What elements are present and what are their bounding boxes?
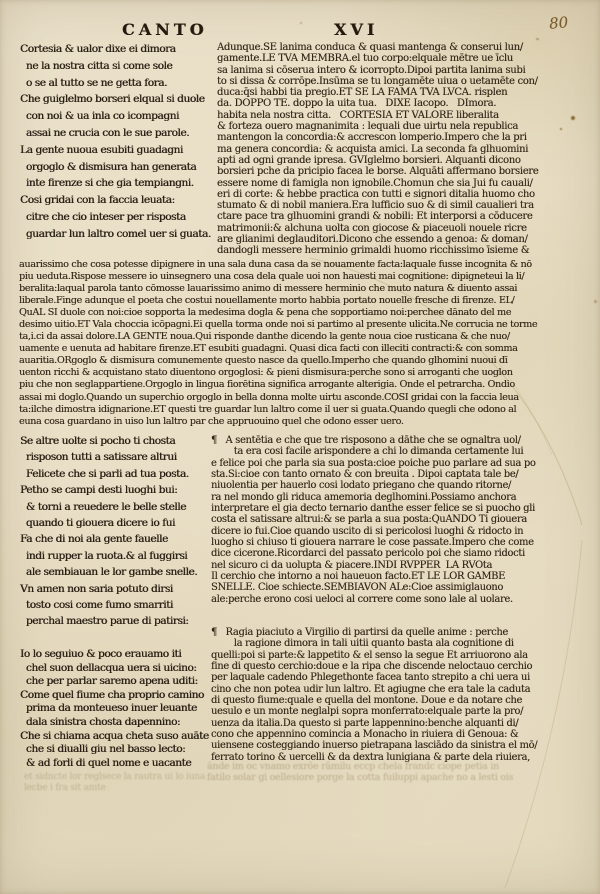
text-line: ale sembiauan le lor gambe snelle. xyxy=(20,566,198,579)
text-line: fatilo solar gi oellesiore porge la cotta fuiluppi apache no a lesti ois xyxy=(207,772,514,783)
text-line: Vn amen non saria potuto dirsi xyxy=(20,582,173,595)
text-line: ānde im oc vnamo exrōe rāmilu eccp chela frandc ciope petia in xyxy=(207,761,499,772)
verso-bleedthrough-right xyxy=(207,761,585,783)
text-line: niuolentia per hauerlo cosi lodato priegano che quando ritorne/ xyxy=(211,480,512,492)
text-line: matrimonii:& alchuna uolta con giocose & piaceuoli nouele ricre xyxy=(217,222,527,234)
text-line: La gente nuoua esubiti guadagni xyxy=(20,143,183,156)
text-line: quelli:poi si parte:& lappetito & el senso la segue Et arriuorono ala xyxy=(211,649,528,661)
text-line: Che guiglelmo borseri elqual si duole xyxy=(20,93,205,106)
text-line: uenton ricchi & acquistano stato diuentono orgoglosi: & pieni dismisura:perche sono si arroganti che uoglon xyxy=(19,367,513,379)
text-line: dala sinistra chosta dapennino: xyxy=(20,715,180,728)
foxing-speckle xyxy=(300,22,302,24)
verso-bleedthrough-left xyxy=(24,772,206,793)
text-line: stumato & di nobil maniera.Era lufficio suo & di simil caualieri tra xyxy=(217,200,534,212)
text-line: citre che cio inteser per risposta xyxy=(20,210,186,223)
text-line: dice cicerone.Ricordarci del passato pericolo poi che siamo ridocti xyxy=(211,548,525,560)
text-line: prima da monteueso inuer leuante xyxy=(20,702,197,715)
text-line: borsieri pche da pricipio facea le borse. Alquāti affermano borsiere xyxy=(217,166,539,178)
text-line: assai ne crucia con le sue parole. xyxy=(20,126,190,139)
text-line: assai mi doglo.Quando un superchio orgoglo in bella donna molte uirtu asconde.COSI gridai con la faccia leua xyxy=(19,391,519,403)
text-line: & torni a reuedere le belle stelle xyxy=(20,500,186,513)
verse-column-middle xyxy=(20,433,197,630)
text-line: risposon tutti a satissare altrui xyxy=(20,451,177,464)
text-line: interpretare el gia decto ternario danthe esser felice se si puocho gli xyxy=(211,503,535,515)
text-line: cono che appennino comincia a Monacho in riuiera di Genoua: & xyxy=(211,729,519,741)
text-line: dandogli messere herminio grimaldi huomo ricchissimo īsieme & xyxy=(217,245,530,257)
text-line: ferrato torino & uercelli & da dextra lunigiana & parte dela riuiera, xyxy=(211,751,530,763)
text-line: Fa che di noi ala gente fauelle xyxy=(20,533,168,546)
verse-column-upper xyxy=(20,41,211,243)
text-line: dicere io fui.Cioe quando uscito di si pericolosi luoghi & ridocto in xyxy=(211,525,524,537)
text-line: piu ueduta.Rispose messere io uinsegnero una cosa dela quale uoi non hauesti mai cognitione: dipigneteui la li/ xyxy=(19,271,525,283)
text-line: luogho si chiuso ti giouera narrare le cose passate.Impero che come xyxy=(211,537,534,549)
text-line: costa el satissare altrui:& se parla a sua posta:QuANDO Ti giouera xyxy=(211,514,527,526)
text-line: Se altre uolte si pocho ti chosta xyxy=(20,435,176,447)
text-line: QuAL SI duole con noi:cioe sopporta la medesima dogla & pena che sopportiamo noi:perchee dānato del me xyxy=(19,307,512,319)
text-line: essere nome di famigla non ignobile.Chomun che sia Jui fu cauali/ xyxy=(217,177,533,189)
text-line: e felice poi che parla sia sua posta:cioe poiche puo parlare ad sua po xyxy=(211,457,536,469)
verse-column-lower xyxy=(20,648,209,770)
text-line: ta era cosi facile arispondere a chi lo dimanda certamente lui xyxy=(211,446,524,458)
text-line: di questo fiume:quale e quella del montone. Doue e da notare che xyxy=(211,695,522,707)
text-line: per laquale cadendo Phlegethonte facea tanto strepito a chi uera ui xyxy=(211,672,530,684)
text-line: beralita:laqual parola tanto cōmosse lauarissimo animo di messere herminio che muto natura & diuento assai xyxy=(19,283,518,295)
text-line: liberale.Finge adunque el poeta che costui nouellamente morto habbia portato nouelle fresche di firenze. EL/ xyxy=(19,295,515,307)
text-line: guardar lun laltro comel uer si guata. xyxy=(20,227,211,240)
text-line: uesulo e un monte neglalpi sopra monferrato:elquale parte la pro/ xyxy=(211,706,524,718)
foxing-speckle xyxy=(536,38,539,40)
text-line: con noi & ua inla co icompagni xyxy=(20,110,179,123)
text-line: uiensene costeggiando inuerso pietrapana lasciādo da sinistra el mō/ xyxy=(211,740,538,752)
text-line: o se al tutto se ne getta fora. xyxy=(20,76,167,89)
text-line: & forteza ouero magnanimita : lequali due uirtu nela republica xyxy=(217,121,519,133)
running-header-number: XVI xyxy=(334,20,379,39)
text-line: et sidncte lor reglsece la rautra ui lo iuna xyxy=(24,772,206,782)
text-line: ne la nostra citta si come sole xyxy=(20,59,173,72)
text-line: fine di questo cerchio:doue e la ripa che discende neloctauo cerchio xyxy=(211,661,533,673)
text-line: piu che non seglappartiene.Orgoglo in lingua fiorētina significa arrogante alterigia. Onde el petrarcha. Ondio xyxy=(19,379,515,391)
text-line: ¶ Ragia piaciuto a Virgilio di partirsi da quelle anime : perche xyxy=(211,627,508,638)
text-line: gamente.LE TVA MEMBRA.el tuo corpo:elquale mētre ue īclu xyxy=(217,53,513,65)
text-line: auarissimo che cosa potesse dipignere in una sala duna casa da se nouamente facta:laquale fusse incognita & nō xyxy=(19,259,532,270)
text-line: ¶ A sentētia e che que tre risposono a dāthe che se ognaltra uol/ xyxy=(211,435,521,446)
text-line: orgoglo & dismisura han generata xyxy=(20,160,197,173)
text-line: ale:perche erono cosi ueloci al correre come sono lale al uolare. xyxy=(211,593,513,605)
text-line: SNELLE. Cioe schiecte.SEMBIAVON ALe:Cioe assimiglauono xyxy=(211,582,503,594)
text-line: ta:ilche dimostra idignarione.ET questi tre guardar lun laltro come il uer si guata.Quando quegli che odono al xyxy=(19,403,517,415)
text-line: ra nel mondo gli riduca amemoria deglhomini.Possiamo anchora xyxy=(211,491,517,503)
text-line: Petho se campi desti luoghi bui: xyxy=(20,484,178,497)
text-line: perchal maestro parue di patirsi: xyxy=(20,615,189,628)
text-line: euna cosa guardano in uiso lun laltro par che appruouino quel che odono esser uero. xyxy=(19,415,404,427)
text-line: ctare pace tra glhuomini grandi & nobili: Et interporsi a cōducere xyxy=(217,211,533,223)
text-line: uenza da italia.Da questo si parte lappennino:benche alquanti di/ xyxy=(211,717,519,729)
commentary-paragraph-2 xyxy=(211,627,587,763)
commentary-column-upper xyxy=(217,42,585,257)
text-line: Come quel fiume cha proprio camino xyxy=(20,688,204,701)
text-line: ma genera concordia: & acquista amici. La seconda fa glhuomini xyxy=(217,143,529,155)
text-line: inte firenze si che gia tempiangni. xyxy=(20,177,194,190)
text-line: tosto cosi come fumo smarriti xyxy=(20,599,173,612)
running-header-canto: CANTO xyxy=(122,20,208,39)
text-line: habita nela nostra citta. CORTESIA ET VALORE liberalita xyxy=(217,109,499,121)
folio-number-handwritten: 80 xyxy=(548,13,569,33)
text-line: duca:q̄si habbi tia pregio.ET SE LA FAMA TVA LVCA. risplen xyxy=(217,87,508,99)
text-line: chel suon dellacqua uera si uicino: xyxy=(20,661,197,674)
text-line: apti ad ogni grande ipresa. GVIglelmo borsieri. Alquanti dicono xyxy=(217,154,521,166)
text-line: Il cerchio che intorno a noi haueuon facto.ET LE LOR GAMBE xyxy=(211,571,505,583)
text-line: ta,i.ci da assai dolore.LA GENTE noua.Qui risponde danthe dicendo la gente noua cioe rusticana & che nuo/ xyxy=(19,331,510,343)
foxing-speckle xyxy=(594,300,597,303)
text-line: are glianimi deglauditori.Dicono che essendo a genoa: & doman/ xyxy=(217,234,528,246)
text-line: to si dissa & corrōpe.Insūma se tu longamēte uiua o uetamēte con/ xyxy=(217,75,538,87)
text-line: Adunque.SE lanima conduca & quasi mantenga & conserui lun/ xyxy=(217,42,523,53)
text-line: nel sicuro ci da uolupta & piacere.INDI RVPPER LA RVOta xyxy=(211,559,493,571)
text-line: che si diualli giu nel basso lecto: xyxy=(20,743,186,756)
commentary-full-width-block xyxy=(19,259,585,428)
text-line: uamente e uenuta ad habitare firenze.ET esubiti guadagni. Quasi dica facti con illeciti contracti:& con somma xyxy=(19,343,518,355)
text-line: quando ti giouera dicere io fui xyxy=(20,517,175,530)
text-line: desimo uitio.ET Vala choccia icōpagni.Ei quella torma onde noi si partimo al presente ulicita.Ne corrucia ne torme xyxy=(19,319,538,331)
text-line: auaritia.ORgoglo & dismisura comunemente questo nasce da quello.Imperho che quando glhomini nuoui dī xyxy=(19,355,508,367)
text-line: cino che non potea udir lun laltro. Et agiugne che era tale la caduta xyxy=(211,683,531,695)
text-line: da. DOPPO TE. doppo la uita tua. DIXE Iacopo. DImora. xyxy=(217,98,497,110)
text-line: la ragione dimora in tali uitii quanto basta ala cognitione di xyxy=(211,638,514,650)
commentary-paragraph-1 xyxy=(211,435,587,605)
text-line: & ad forli di quel nome e uacante xyxy=(20,756,192,769)
text-line: Io lo seguiuo & poco erauamo iti xyxy=(20,648,182,660)
text-line: Cosi gridai con la faccia leuata: xyxy=(20,194,175,207)
text-line: sa lanima si cōserua intero & icorropto.Dipoi partita lanima subi xyxy=(217,64,526,76)
text-line: sta.Si:cioe con tanto ornato & con breuita . Dipoi captata tale be/ xyxy=(211,469,519,481)
text-line: mantengon la concordia:& accrescon lomperio.Impero che la pri xyxy=(217,132,527,144)
text-line: Che si chiama acqua cheta suso auāte xyxy=(20,729,209,742)
text-line: che per parlar saremo apena uditi: xyxy=(20,675,198,688)
text-line: eri di corte: & hebbe practica con tutti e signori ditalia huomo cho xyxy=(217,188,535,200)
text-line: indi rupper la ruota.& al fuggirsi xyxy=(20,549,188,562)
text-line: lecbe i fra sit amte xyxy=(24,782,106,793)
text-line: Cortesia & ualor dixe ei dimora xyxy=(20,43,176,55)
text-line: Felicete che si parli ad tua posta. xyxy=(20,467,189,480)
